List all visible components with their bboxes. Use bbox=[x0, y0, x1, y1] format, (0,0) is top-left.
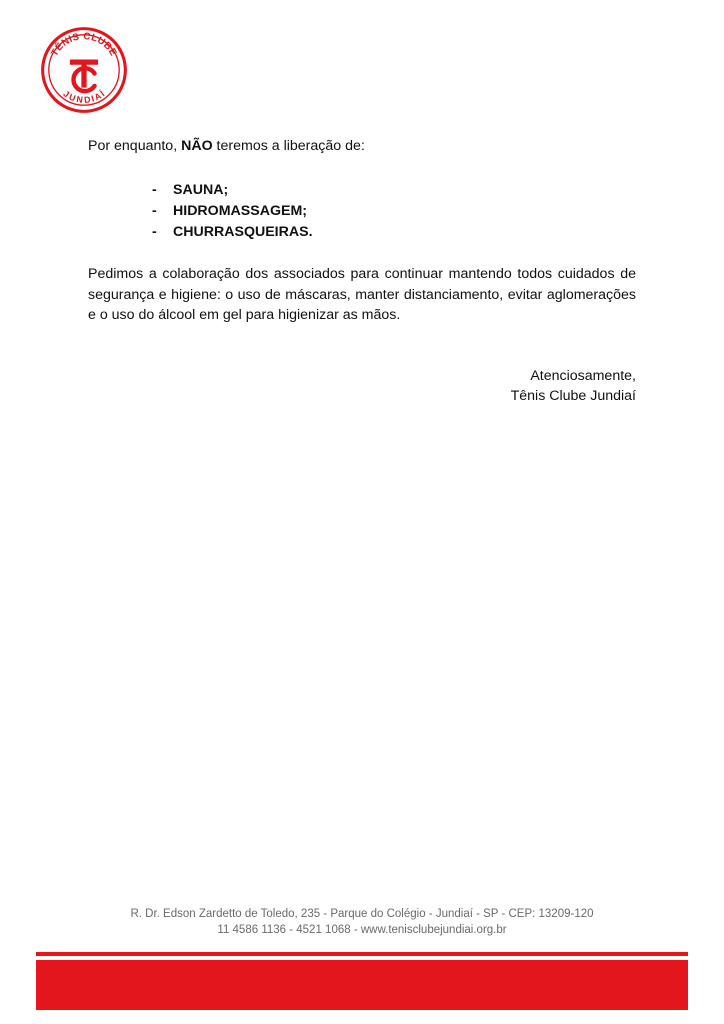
bullet-dash: - bbox=[152, 203, 157, 219]
intro-sentence bbox=[88, 136, 636, 156]
list-item-label: SAUNA; bbox=[173, 182, 229, 198]
footer-stripe-thin bbox=[36, 952, 688, 956]
closing-signature: Tênis Clube Jundiaí bbox=[510, 387, 636, 404]
intro-prefix: Por enquanto, bbox=[88, 138, 182, 154]
list-item-label: HIDROMASSAGEM; bbox=[173, 203, 307, 219]
bullet-dash: - bbox=[152, 182, 157, 198]
closing-salutation: Atenciosamente, bbox=[530, 367, 636, 384]
signature-block bbox=[88, 366, 636, 406]
tenis-clube-jundiai-logo bbox=[40, 26, 128, 114]
hygiene-paragraph: Pedimos a colaboração dos associados para continuar mantendo todos cuidados de segurança e higiene: o uso de máscaras, manter distanciamento, evitar aglomerações e o uso do álcool em gel para higienizar as mãos. bbox=[88, 266, 636, 323]
logo-text-top: TÊNIS CLUBE bbox=[49, 31, 119, 59]
list-item bbox=[152, 180, 636, 201]
intro-emphasis: NÃO bbox=[181, 138, 213, 154]
restricted-facilities-list bbox=[88, 180, 636, 243]
list-item bbox=[152, 201, 636, 222]
letter-body bbox=[88, 136, 636, 406]
logo-text-bottom: JUNDIAÍ bbox=[61, 88, 107, 105]
footer bbox=[0, 906, 724, 938]
tc-monogram-icon bbox=[70, 59, 98, 91]
bullet-dash: - bbox=[152, 224, 157, 240]
intro-suffix: teremos a liberação de: bbox=[212, 138, 365, 154]
footer-address: R. Dr. Edson Zardetto de Toledo, 235 - Parque do Colégio - Jundiaí - SP - CEP: 13209-120 bbox=[130, 908, 594, 920]
list-item-label: CHURRASQUEIRAS. bbox=[173, 224, 313, 240]
list-item bbox=[152, 222, 636, 243]
footer-contact: 11 4586 1136 - 4521 1068 - www.tenisclubejundiai.org.br bbox=[217, 924, 507, 936]
footer-stripe-thick bbox=[36, 960, 688, 1010]
